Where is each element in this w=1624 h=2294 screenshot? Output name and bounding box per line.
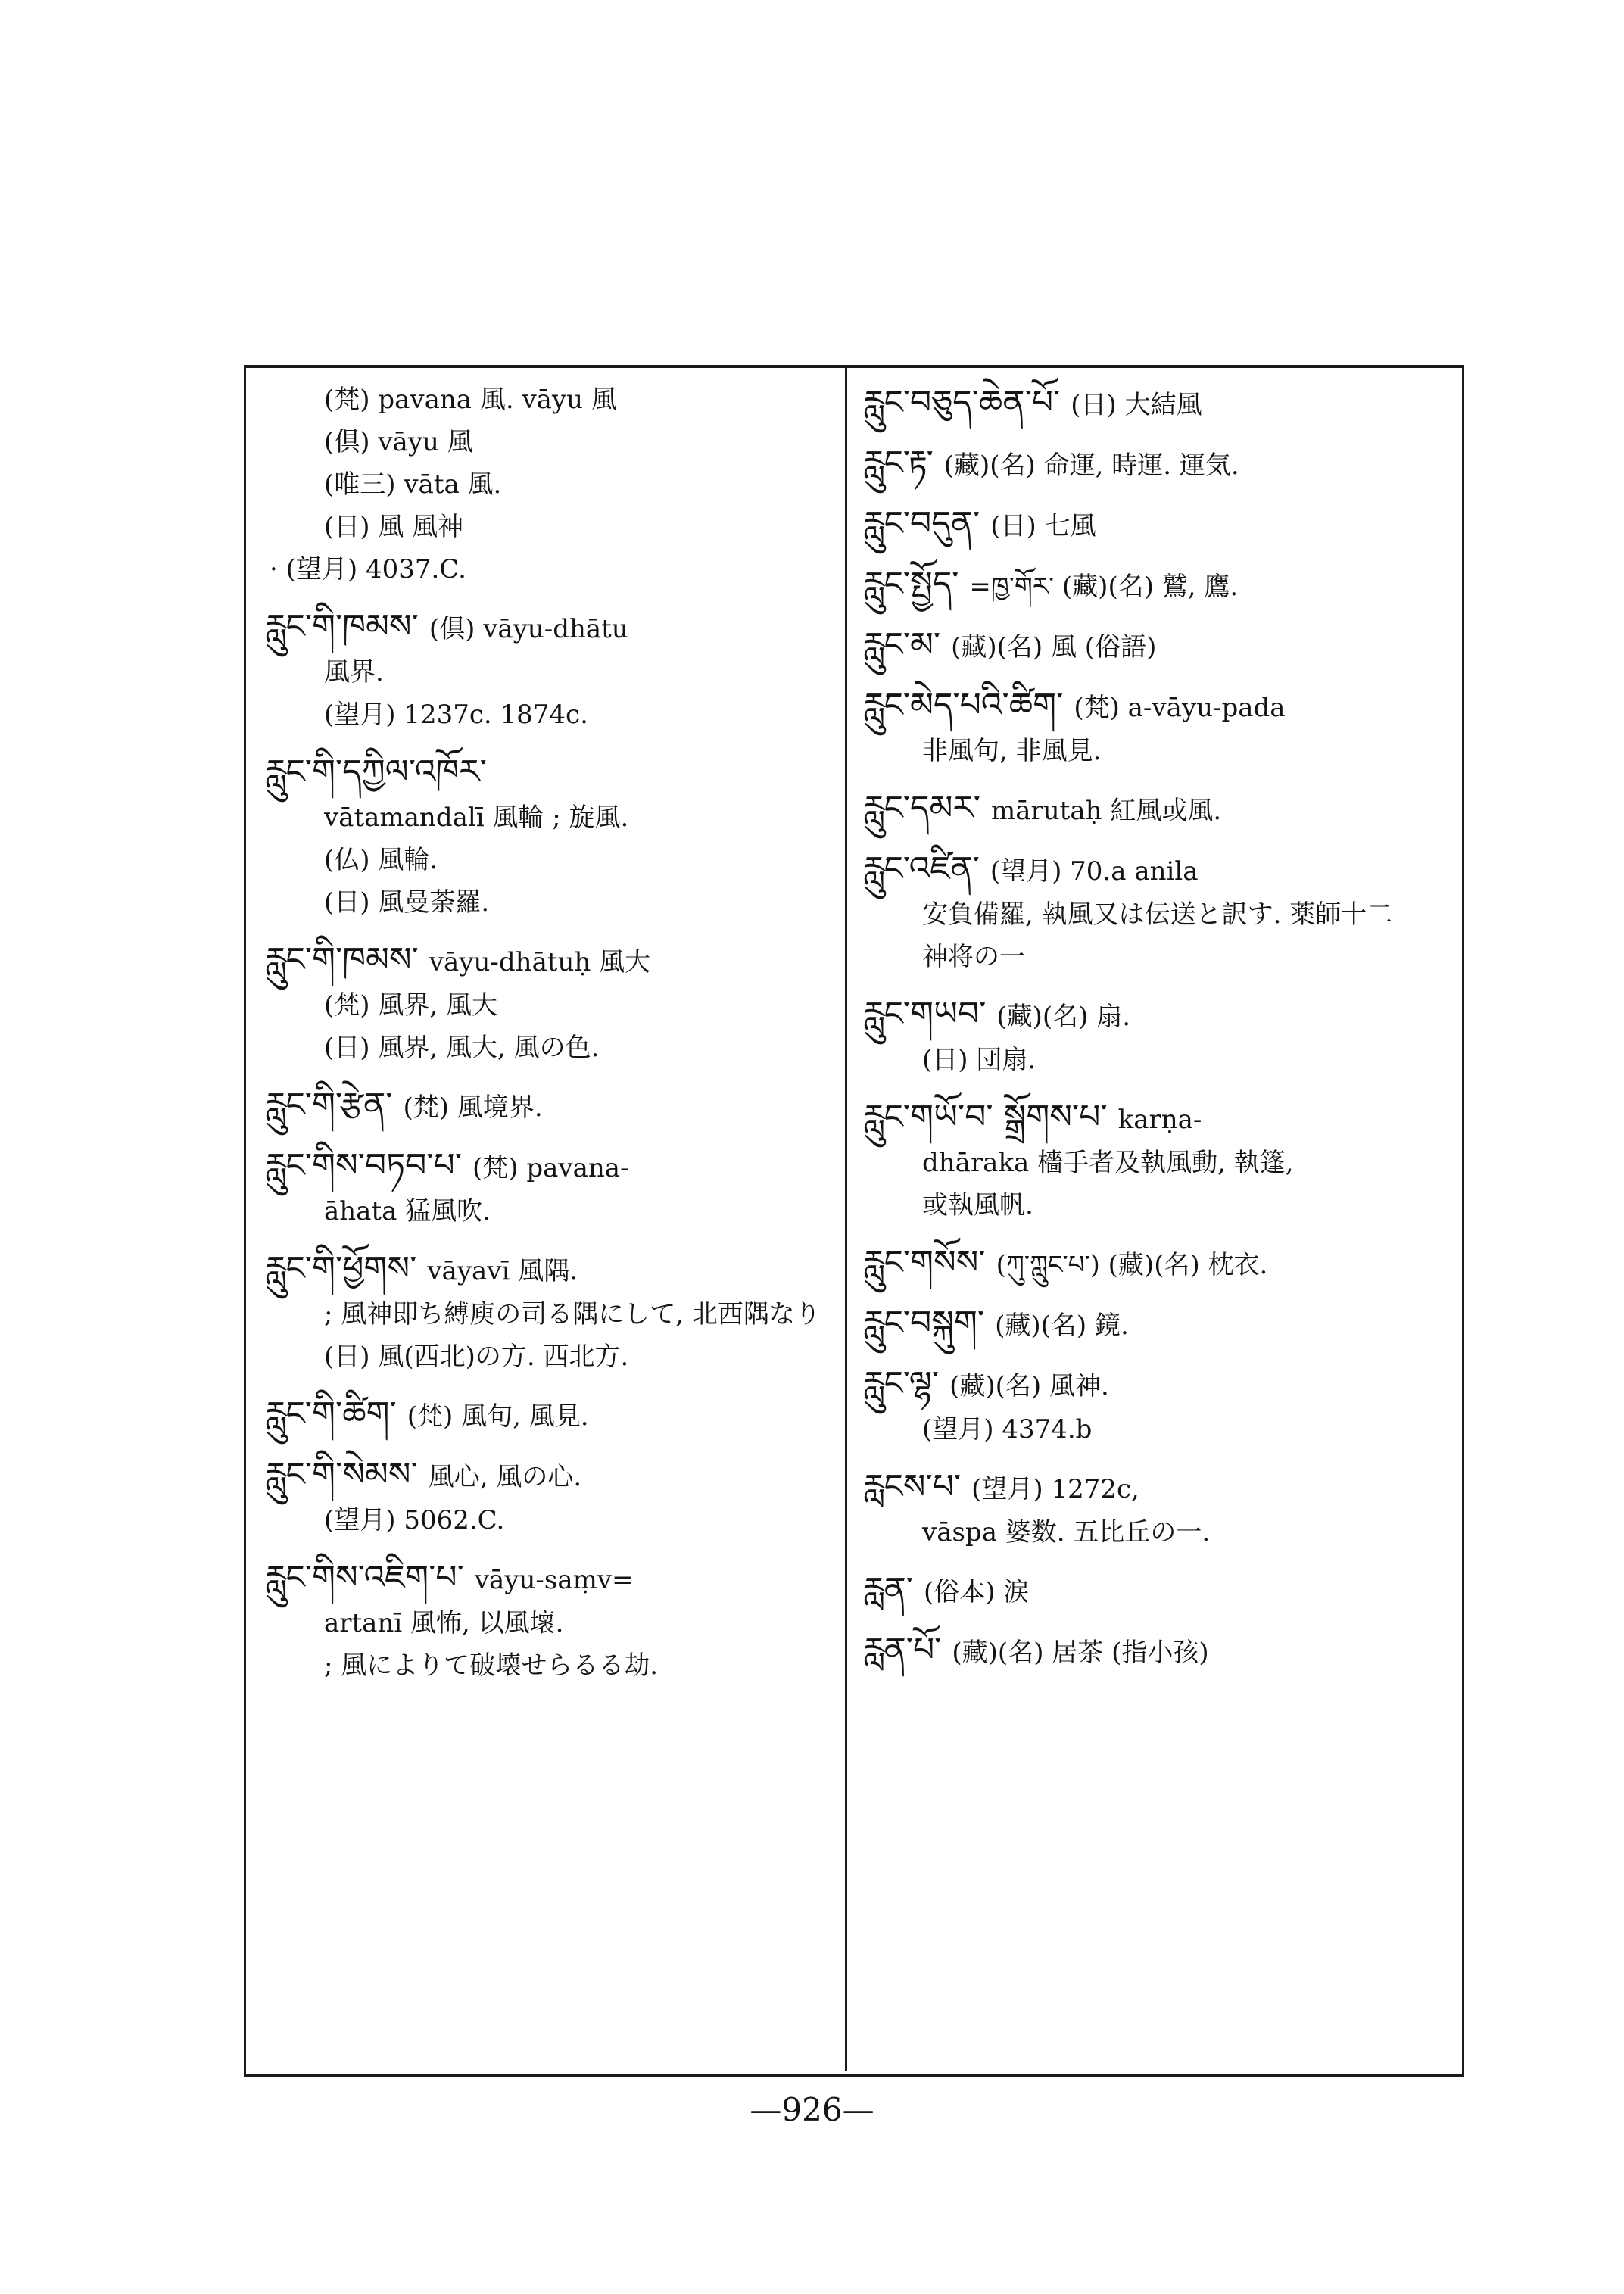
dictionary-entry (265, 936, 840, 1069)
dictionary-entry (863, 990, 1461, 1081)
entry-line: āhata 猛風吹. (324, 1196, 491, 1226)
dictionary-entry (265, 1245, 840, 1378)
entry-headword: རླུང་གི་སེམས་ 風心, 風の心. (265, 1455, 582, 1494)
entry-headword: རླུང་གི་ཁམས་ vāyu-dhātuḥ 風大 (265, 940, 651, 979)
entry-line: ; 風によりて破壊せらるる劫. (324, 1650, 659, 1681)
entry-headword: རླུང་མེད་པའི་ཚིག་ (梵) a-vāyu-pada (863, 686, 1286, 725)
entry-line: (梵) 風界, 風大 (324, 990, 497, 1021)
dictionary-entry (265, 603, 840, 736)
entry-headword: རླུང་ལྷ་ (藏)(名) 風神. (863, 1364, 1109, 1403)
entry-line: (日) 風界, 風大, 風の色. (324, 1033, 600, 1063)
entry-line: (倶) vāyu 風 (324, 427, 473, 457)
dictionary-entry (863, 379, 1461, 427)
entry-headword: རླུང་གི་ཕྱོགས་ vāyavī 風隅. (265, 1249, 578, 1288)
entry-line: 或執風帆. (922, 1190, 1033, 1220)
entry-headword: རླན་པོ་ (藏)(名) 居茶 (指小孩) (863, 1631, 1209, 1669)
entry-line: (日) 風(西北)の方. 西北方. (324, 1342, 629, 1372)
entry-headword: རླངས་པ་ (望月) 1272c, (863, 1467, 1139, 1506)
entry-headword: རླུང་དམར་ mārutaḥ 紅風或風. (863, 789, 1222, 828)
dictionary-entry (265, 1142, 840, 1233)
dictionary-entry (863, 439, 1461, 488)
entry-line: (日) 風 風神 (324, 512, 464, 542)
entry-headword: རླུང་རྟ་ (藏)(名) 命運, 時運. 運気. (863, 444, 1239, 482)
page-number: —926— (750, 2091, 874, 2128)
entry-headword: རླུང་གཡབ་ (藏)(名) 扇. (863, 995, 1131, 1033)
dictionary-entry (863, 845, 1461, 978)
dictionary-entry (863, 1463, 1461, 1554)
dictionary-entry (863, 621, 1461, 669)
entry-line: vāspa 婆数. 五比丘の一. (922, 1517, 1211, 1548)
entry-headword: རླུང་མ་ (藏)(名) 風 (俗語) (863, 625, 1157, 664)
entry-headword: རླུང་སྤྱོད་ =ཁྱ་གོར་ (藏)(名) 鷲, 鷹. (863, 565, 1239, 603)
dictionary-entry (863, 560, 1461, 609)
entry-line: dhāraka 檣手者及執風動, 執篷, (922, 1148, 1294, 1178)
entry-headword: རླུང་བསྐུག་ (藏)(名) 鏡. (863, 1304, 1129, 1342)
dictionary-entry (863, 681, 1461, 772)
entry-headword: རླུང་བཅུད་ཆེན་པོ་ (日) 大結風 (863, 383, 1202, 422)
dictionary-entry (863, 784, 1461, 833)
dictionary-entry (265, 379, 840, 591)
dictionary-entry (265, 1390, 840, 1438)
entry-line: (梵) pavana 風. vāyu 風 (324, 385, 617, 415)
entry-line: (望月) 5062.C. (324, 1505, 505, 1535)
dictionary-entry (863, 500, 1461, 548)
entry-line: (仏) 風輪. (324, 845, 438, 875)
entry-headword: རླུང་གི་རྩེན་ (梵) 風境界. (265, 1086, 543, 1124)
dictionary-entry (265, 1081, 840, 1130)
dictionary-entry (265, 748, 840, 924)
entry-headword: རླུང་གསོས་ (ཀུ་ཀླུང་པ་) (藏)(名) 枕衣. (863, 1243, 1268, 1282)
dictionary-entry (863, 1093, 1461, 1226)
entry-line: vātamandalī 風輪 ; 旋風. (324, 803, 629, 833)
entry-headword: རླུང་གི་དཀྱིལ་འཁོར་ (265, 753, 487, 791)
dictionary-entry (863, 1239, 1461, 1287)
dictionary-entry (863, 1299, 1461, 1348)
entry-headword: རླུང་གཡོ་བ་ སྒྲོགས་པ་ karṇa- (863, 1098, 1202, 1136)
entry-line: (日) 団扇. (922, 1045, 1036, 1075)
entry-line: 風界. (324, 657, 384, 687)
right-column (863, 379, 1461, 1687)
entry-headword: རླུང་འཛིན་ (望月) 70.a anila (863, 849, 1199, 888)
dictionary-entry (863, 1360, 1461, 1451)
entry-headword: རླུང་གི་ཚིག་ (梵) 風句, 風見. (265, 1395, 589, 1433)
entry-line: (日) 風曼荼羅. (324, 887, 490, 918)
entry-line: 神将の一 (922, 942, 1025, 972)
entry-line: 安負備羅, 執風又は伝送と訳す. 薬師十二 (922, 899, 1393, 930)
entry-line: ; 風神即ち縛庾の司る隅にして, 北西隅なり (324, 1299, 821, 1329)
dictionary-entry (265, 1451, 840, 1541)
entry-headword: རླུང་གིས་འཇིག་པ་ vāyu-saṃv= (265, 1558, 634, 1597)
entry-line: (望月) 1237c. 1874c. (324, 700, 588, 730)
column-divider (845, 366, 847, 2071)
entry-headword: རླུང་གིས་བཏབ་པ་ (梵) pavana- (265, 1146, 629, 1185)
dictionary-entry (863, 1566, 1461, 1614)
left-column (265, 379, 840, 1699)
entry-line: artanī 風怖, 以風壞. (324, 1608, 564, 1638)
dictionary-entry (265, 1554, 840, 1687)
entry-line: 非風句, 非風見. (922, 736, 1102, 766)
entry-line: · (望月) 4037.C. (270, 554, 466, 584)
dictionary-entry (863, 1626, 1461, 1675)
entry-line: (望月) 4374.b (922, 1414, 1093, 1445)
entry-headword: རླུང་གི་ཁམས་ (倶) vāyu-dhātu (265, 607, 628, 646)
entry-line: (唯三) vāta 風. (324, 469, 502, 500)
entry-headword: རླན་ (俗本) 涙 (863, 1570, 1030, 1609)
entry-headword: རླུང་བདུན་ (日) 七風 (863, 504, 1096, 543)
